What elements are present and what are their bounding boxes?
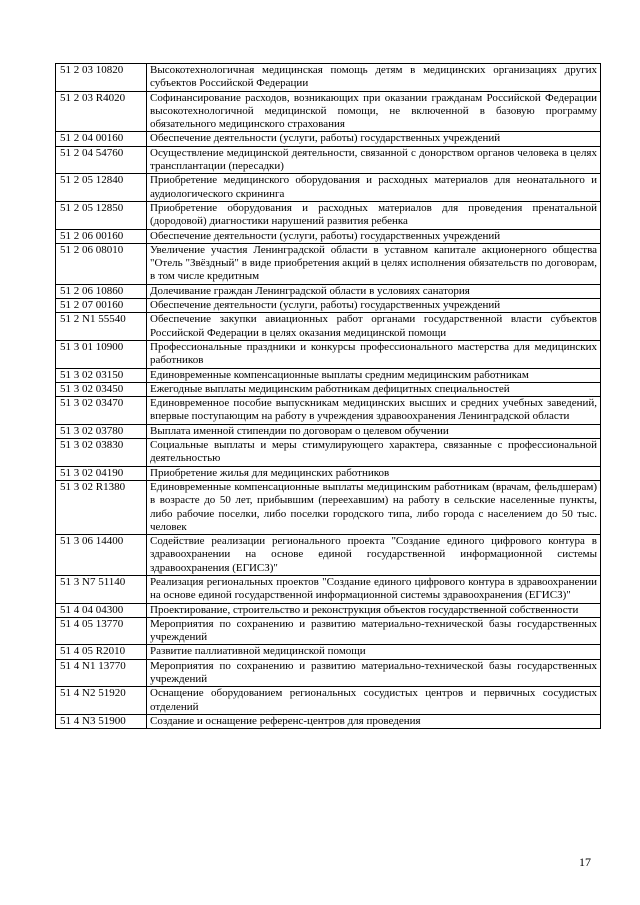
row-code: 51 3 02 03780 [56, 424, 147, 438]
budget-classification-table [55, 63, 601, 729]
row-code: 51 3 02 03450 [56, 382, 147, 396]
row-description: Мероприятия по сохранению и развитию материально-технической базы государственных учреждений [147, 617, 601, 645]
table-row [56, 243, 601, 284]
row-code: 51 3 02 04190 [56, 466, 147, 480]
row-description: Осуществление медицинской деятельности, связанной с донорством органов человека в целях трансплантации (пересадки) [147, 146, 601, 174]
row-description: Проектирование, строительство и реконструкция объектов государственной собственности [147, 603, 601, 617]
table-row [56, 91, 601, 132]
table-row [56, 714, 601, 728]
table-row [56, 299, 601, 313]
row-code: 51 2 05 12850 [56, 201, 147, 229]
table-row [56, 687, 601, 715]
row-code: 51 2 06 00160 [56, 229, 147, 243]
row-description: Обеспечение деятельности (услуги, работы) государственных учреждений [147, 132, 601, 146]
row-code: 51 2 03 R4020 [56, 91, 147, 132]
row-code: 51 3 02 03150 [56, 368, 147, 382]
table-row [56, 146, 601, 174]
row-code: 51 4 05 13770 [56, 617, 147, 645]
table-row [56, 575, 601, 603]
table-body [56, 64, 601, 729]
row-code: 51 4 04 04300 [56, 603, 147, 617]
page-number: 17 [579, 855, 591, 869]
row-description: Обеспечение деятельности (услуги, работы) государственных учреждений [147, 299, 601, 313]
row-description: Мероприятия по сохранению и развитию материально-технической базы государственных учреждений [147, 659, 601, 687]
row-code: 51 2 N1 55540 [56, 313, 147, 341]
row-description: Профессиональные праздники и конкурсы профессионального мастерства для медицинских работников [147, 340, 601, 368]
row-description: Долечивание граждан Ленинградской области в условиях санатория [147, 284, 601, 298]
table-row [56, 313, 601, 341]
row-description: Софинансирование расходов, возникающих при оказании гражданам Российской Федерации высокотехнологичной медицинской помощи, не включенной в базовую программу обязательного медицинского страхования [147, 91, 601, 132]
row-description: Приобретение оборудования и расходных материалов для проведения пренатальной (дородовой) диагностики нарушений развития ребенка [147, 201, 601, 229]
row-description: Единовременное пособие выпускникам медицинских высших и средних учебных заведений, впервые поступающим на работу в учреждения здравоохранения Ленинградской области [147, 397, 601, 425]
row-description: Содействие реализации регионального проекта "Создание единого цифрового контура в здравоохранении на основе единой государственной информационной системы здравоохранения (ЕГИСЗ)" [147, 535, 601, 576]
table-row [56, 424, 601, 438]
table-row [56, 535, 601, 576]
row-description: Социальные выплаты и меры стимулирующего характера, связанные с профессиональной деятельностью [147, 439, 601, 467]
table-row [56, 617, 601, 645]
row-code: 51 3 02 03830 [56, 439, 147, 467]
table-row [56, 284, 601, 298]
table-row [56, 480, 601, 534]
table-row [56, 382, 601, 396]
table-row [56, 368, 601, 382]
row-code: 51 2 05 12840 [56, 174, 147, 202]
row-description: Обеспечение деятельности (услуги, работы) государственных учреждений [147, 229, 601, 243]
row-code: 51 4 N2 51920 [56, 687, 147, 715]
row-code: 51 2 04 54760 [56, 146, 147, 174]
table-row [56, 397, 601, 425]
row-description: Обеспечение закупки авиационных работ органами государственной власти субъектов Российской Федерации в целях оказания медицинской помощи [147, 313, 601, 341]
row-description: Создание и оснащение референс-центров для проведения [147, 714, 601, 728]
table-row [56, 340, 601, 368]
row-description: Оснащение оборудованием региональных сосудистых центров и первичных сосудистых отделений [147, 687, 601, 715]
row-description: Приобретение медицинского оборудования и расходных материалов для неонатального и аудиологического скрининга [147, 174, 601, 202]
row-description: Единовременные компенсационные выплаты средним медицинским работникам [147, 368, 601, 382]
row-code: 51 3 02 03470 [56, 397, 147, 425]
row-code: 51 2 07 00160 [56, 299, 147, 313]
table-row [56, 174, 601, 202]
row-code: 51 2 06 08010 [56, 243, 147, 284]
row-code: 51 3 02 R1380 [56, 480, 147, 534]
table-row [56, 201, 601, 229]
row-description: Развитие паллиативной медицинской помощи [147, 645, 601, 659]
table-row [56, 439, 601, 467]
row-description: Увеличение участия Ленинградской области в уставном капитале акционерного общества "Отель "Звёздный" в виде приобретения акций в целях исполнения обязательств по договорам, в том числе кредитным [147, 243, 601, 284]
table-row [56, 229, 601, 243]
row-code: 51 2 06 10860 [56, 284, 147, 298]
table-row [56, 645, 601, 659]
table-row [56, 132, 601, 146]
row-description: Высокотехнологичная медицинская помощь детям в медицинских организациях других субъектов Российской Федерации [147, 64, 601, 92]
row-description: Ежегодные выплаты медицинским работникам дефицитных специальностей [147, 382, 601, 396]
row-code: 51 4 N3 51900 [56, 714, 147, 728]
row-code: 51 4 05 R2010 [56, 645, 147, 659]
table-row [56, 603, 601, 617]
row-description: Выплата именной стипендии по договорам о целевом обучении [147, 424, 601, 438]
row-description: Единовременные компенсационные выплаты медицинским работникам (врачам, фельдшерам) в возрасте до 50 лет, прибывшим (переехавшим) на работу в сельские населенные пункты, либо рабочие поселки, либо поселки городского типа, либо города с населением до 50 тыс. человек [147, 480, 601, 534]
table-row [56, 466, 601, 480]
row-code: 51 3 01 10900 [56, 340, 147, 368]
table-row [56, 659, 601, 687]
row-code: 51 2 03 10820 [56, 64, 147, 92]
row-description: Реализация региональных проектов "Создание единого цифрового контура в здравоохранении на основе единой государственной информационной системы здравоохранения (ЕГИСЗ)" [147, 575, 601, 603]
row-code: 51 3 06 14400 [56, 535, 147, 576]
table-row [56, 64, 601, 92]
row-description: Приобретение жилья для медицинских работников [147, 466, 601, 480]
row-code: 51 2 04 00160 [56, 132, 147, 146]
row-code: 51 4 N1 13770 [56, 659, 147, 687]
row-code: 51 3 N7 51140 [56, 575, 147, 603]
